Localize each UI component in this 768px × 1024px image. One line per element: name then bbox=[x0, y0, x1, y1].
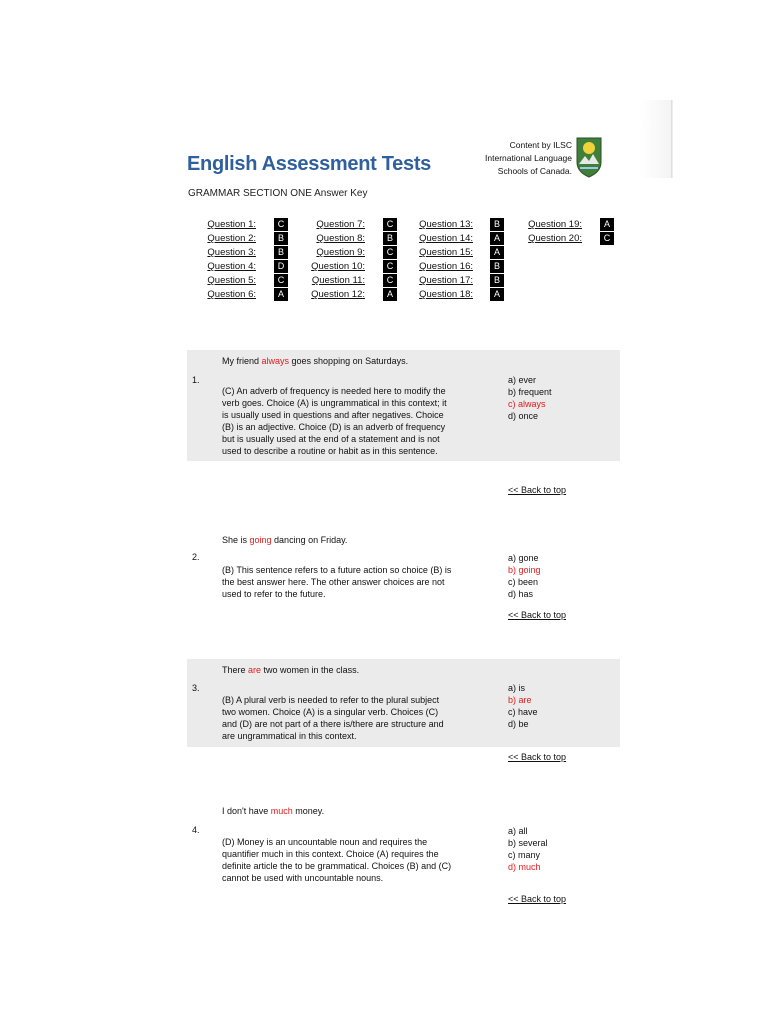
answer-key-row bbox=[200, 274, 288, 288]
question-link[interactable]: Question 10: bbox=[311, 261, 365, 272]
answer-key-row bbox=[412, 260, 504, 274]
choice-item: c) many bbox=[508, 850, 541, 860]
answer-key-row bbox=[412, 218, 504, 232]
choice-item: b) several bbox=[508, 838, 548, 848]
answer-badge: B bbox=[490, 218, 504, 232]
question-1-explanation: (C) An adverb of frequency is needed here to modify the verb goes. Choice (A) is ungrammatical in this context; it is usually used in questions and after negatives. Choice (B) is an adjective. Choice (D) is an adverb of frequency but is usually used at the end of a statement and is not used to describe a routine or habit as in this sentence. bbox=[222, 386, 447, 456]
choice-item: c) have bbox=[508, 707, 538, 717]
answer-key-row bbox=[524, 218, 614, 232]
answer-badge: D bbox=[274, 260, 288, 274]
choice-item-correct: b) are bbox=[508, 695, 532, 705]
question-link[interactable]: Question 9: bbox=[316, 247, 365, 258]
choice-item-correct: c) always bbox=[508, 399, 546, 409]
choice-item-correct: d) much bbox=[508, 862, 541, 872]
question-link[interactable]: Question 16: bbox=[419, 261, 473, 272]
answer-key-row bbox=[524, 232, 614, 246]
answer-key-row bbox=[305, 232, 397, 246]
answer-badge: B bbox=[274, 246, 288, 260]
question-link[interactable]: Question 3: bbox=[207, 247, 256, 258]
answer-badge: C bbox=[600, 232, 614, 246]
question-link[interactable]: Question 5: bbox=[207, 275, 256, 286]
answer-badge: C bbox=[274, 274, 288, 288]
answer-key-row bbox=[305, 274, 397, 288]
answer-key-row bbox=[305, 218, 397, 232]
answer-key-row bbox=[200, 218, 288, 232]
answer-badge: B bbox=[490, 274, 504, 288]
answer-key-row bbox=[305, 246, 397, 260]
content-credit: Content by ILSC International Language Schools of Canada. bbox=[485, 140, 572, 176]
question-link[interactable]: Question 15: bbox=[419, 247, 473, 258]
choice-item: a) is bbox=[508, 683, 526, 693]
answer-badge: A bbox=[490, 232, 504, 246]
answer-badge: C bbox=[274, 218, 288, 232]
question-3-number: 3. bbox=[192, 683, 200, 693]
question-3-explanation: (B) A plural verb is needed to refer to the plural subject two women. Choice (A) is a singular verb. Choices (C) and (D) are not part of a there is/there are structure and are ungrammatical in this context. bbox=[222, 695, 444, 741]
question-2-sentence: She is going dancing on Friday. bbox=[222, 535, 348, 545]
choice-item: c) been bbox=[508, 577, 539, 587]
answer-badge: A bbox=[274, 288, 288, 302]
choice-item: d) be bbox=[508, 719, 529, 729]
question-2-number: 2. bbox=[192, 552, 200, 562]
question-4-choices bbox=[508, 825, 548, 873]
question-link[interactable]: Question 11: bbox=[311, 275, 365, 286]
answer-key-row bbox=[200, 288, 288, 302]
answer-key-column-4 bbox=[524, 218, 614, 246]
choice-item: d) has bbox=[508, 589, 534, 599]
page-title: English Assessment Tests bbox=[187, 153, 432, 175]
answer-key-row bbox=[200, 232, 288, 246]
question-link[interactable]: Question 4: bbox=[207, 261, 256, 272]
highlighted-answer: are bbox=[248, 665, 262, 675]
answer-badge: C bbox=[383, 246, 397, 260]
question-link[interactable]: Question 18: bbox=[419, 289, 473, 300]
choice-item: d) once bbox=[508, 411, 539, 421]
question-link[interactable]: Question 1: bbox=[207, 219, 256, 230]
page-edge-shadow bbox=[640, 100, 672, 178]
answer-badge: C bbox=[383, 218, 397, 232]
answer-badge: C bbox=[383, 274, 397, 288]
answer-key-row bbox=[412, 232, 504, 246]
question-link[interactable]: Question 20: bbox=[528, 233, 582, 244]
ilsc-logo bbox=[576, 136, 602, 178]
answer-badge: A bbox=[490, 246, 504, 260]
answer-badge: B bbox=[490, 260, 504, 274]
answer-key-column-2 bbox=[305, 218, 397, 302]
answer-key-row bbox=[412, 246, 504, 260]
question-4-sentence: I don't have much money. bbox=[222, 806, 325, 816]
choice-item: b) frequent bbox=[508, 387, 552, 397]
answer-key-row bbox=[412, 288, 504, 302]
answer-key-column-1 bbox=[200, 218, 288, 302]
answer-badge: A bbox=[600, 218, 614, 232]
question-1-number: 1. bbox=[192, 375, 200, 385]
answer-badge: B bbox=[274, 232, 288, 246]
answer-badge: B bbox=[383, 232, 397, 246]
question-link[interactable]: Question 14: bbox=[419, 233, 473, 244]
answer-badge: A bbox=[490, 288, 504, 302]
question-link[interactable]: Question 12: bbox=[311, 289, 365, 300]
answer-key-row bbox=[305, 260, 397, 274]
page-subtitle: GRAMMAR SECTION ONE Answer Key bbox=[188, 188, 368, 199]
highlighted-answer: much bbox=[270, 806, 293, 816]
question-4-number: 4. bbox=[192, 825, 200, 835]
question-3-sentence: There are two women in the class. bbox=[222, 665, 360, 675]
answer-key-row bbox=[412, 274, 504, 288]
choice-item: a) all bbox=[508, 826, 528, 836]
question-link[interactable]: Question 19: bbox=[528, 219, 582, 230]
question-4-explanation: (D) Money is an uncountable noun and requires the quantifier much in this context. Choice (A) requires the definite article the to be grammatical. Choices (B) and (C) cannot be used with uncountable nouns. bbox=[222, 837, 452, 883]
back-to-top-link[interactable]: << Back to top bbox=[508, 610, 567, 620]
answer-badge: C bbox=[383, 260, 397, 274]
answer-key-row bbox=[305, 288, 397, 302]
back-to-top-link[interactable]: << Back to top bbox=[508, 485, 567, 495]
question-3-choices bbox=[508, 682, 538, 730]
choice-item: a) ever bbox=[508, 375, 537, 385]
question-2-choices bbox=[508, 552, 541, 600]
choice-item: a) gone bbox=[508, 553, 539, 563]
answer-key-row bbox=[200, 260, 288, 274]
choice-item-correct: b) going bbox=[508, 565, 541, 575]
highlighted-answer: going bbox=[249, 535, 272, 545]
answer-badge: A bbox=[383, 288, 397, 302]
question-link[interactable]: Question 7: bbox=[316, 219, 365, 230]
page-edge bbox=[671, 100, 673, 178]
question-1-choices bbox=[508, 374, 552, 422]
question-link[interactable]: Question 2: bbox=[207, 233, 256, 244]
question-link[interactable]: Question 6: bbox=[207, 289, 256, 300]
answer-key-row bbox=[200, 246, 288, 260]
back-to-top-link[interactable]: << Back to top bbox=[508, 752, 567, 762]
answer-key-column-3 bbox=[412, 218, 504, 302]
question-link[interactable]: Question 17: bbox=[419, 275, 473, 286]
highlighted-answer: always bbox=[261, 356, 290, 366]
question-2-explanation: (B) This sentence refers to a future action so choice (B) is the best answer here. The other answer choices are not used to refer to the future. bbox=[222, 565, 452, 599]
question-1-sentence: My friend always goes shopping on Saturdays. bbox=[222, 356, 409, 366]
question-link[interactable]: Question 13: bbox=[419, 219, 473, 230]
question-link[interactable]: Question 8: bbox=[316, 233, 365, 244]
back-to-top-link[interactable]: << Back to top bbox=[508, 894, 567, 904]
